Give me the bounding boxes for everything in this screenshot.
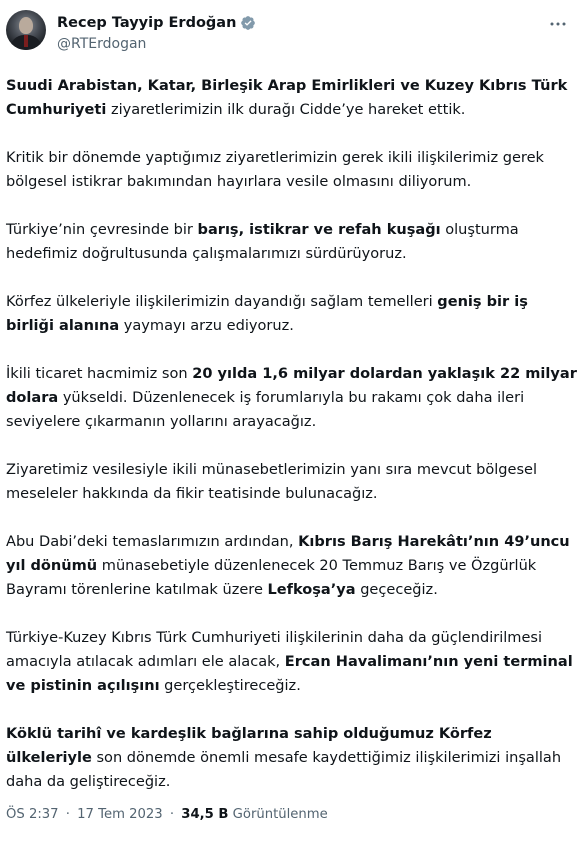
bold-text: Köklü tarihî ve kardeşlik bağlarına sahip olduğumuz Körfez ülkeleriyle — [6, 725, 492, 766]
tweet-paragraph — [6, 722, 578, 794]
more-options-icon — [549, 15, 567, 33]
bold-text: Suudi Arabistan, Katar, Birleşik Arap Emirlikleri ve Kuzey Kıbrıs Türk Cumhuriyeti — [6, 77, 568, 118]
text: Kritik bir dönemde yaptığımız ziyaretlerimizin gerek ikili ilişkilerimiz gerek bölgesel istikrar bakımından hayırlara vesile olmasını diliyorum. — [6, 149, 544, 190]
bold-text: Lefkoşa’ya — [267, 581, 356, 598]
verified-badge-icon — [240, 15, 256, 31]
text: Körfez ülkeleriyle ilişkilerimizin dayandığı sağlam temelleri — [6, 293, 438, 310]
tweet-header — [0, 0, 585, 70]
text: son dönemde önemli mesafe kaydettiğimiz ilişkilerimizi inşallah daha da geliştireceğiz. — [6, 749, 562, 790]
views-label: Görüntülenme — [232, 807, 328, 822]
author-name-row — [57, 13, 256, 33]
text: Türkiye-Kuzey Kıbrıs Türk Cumhuriyeti ilişkilerinin daha da güçlendirilmesi amacıyla atılacak adımları ele alacak, — [6, 629, 543, 670]
tweet-paragraph — [6, 458, 578, 506]
text: İkili ticaret hacmimiz son — [6, 365, 193, 382]
author-handle[interactable]: @RTErdogan — [57, 36, 147, 52]
text: oluşturma hedefimiz doğrultusunda çalışmalarımızı sürdürüyoruz. — [6, 221, 519, 262]
text: Türkiye’nin çevresinde bir — [6, 221, 198, 238]
text: geçeceğiz. — [355, 581, 438, 598]
views-count: 34,5 B — [181, 807, 229, 822]
text: münasebetiyle düzenlenecek 20 Temmuz Barış ve Özgürlük Bayramı törenlerine katılmak üzere — [6, 557, 537, 598]
tweet-text — [6, 74, 578, 818]
text: ziyaretlerimizin ilk durağı Cidde’ye hareket ettik. — [106, 101, 466, 118]
author-name[interactable]: Recep Tayyip Erdoğan — [57, 15, 237, 31]
tweet-paragraph — [6, 290, 578, 338]
avatar-tie — [24, 35, 28, 47]
tweet-time[interactable]: ÖS 2:37 — [6, 807, 59, 822]
tweet-paragraph — [6, 218, 578, 266]
tweet-date[interactable]: 17 Tem 2023 — [77, 807, 163, 822]
separator: · — [169, 807, 175, 822]
tweet-paragraph — [6, 362, 578, 434]
tweet-paragraph — [6, 146, 578, 194]
text: Ziyaretimiz vesilesiyle ikili münasebetlerimizin yanı sıra mevcut bölgesel meseleler hakkında da fikir teatisinde bulunacağız. — [6, 461, 538, 502]
text: Abu Dabi’deki temaslarımızın ardından, — [6, 533, 299, 550]
text: gerçekleştireceğiz. — [159, 677, 301, 694]
text: yükseldi. Düzenlenecek iş forumlarıyla bu rakamı çok daha ileri seviyelere çıkarmanın yollarını arayacağız. — [6, 389, 525, 430]
more-options-button[interactable] — [546, 12, 570, 36]
bold-text: Ercan Havalimanı’nın yeni terminal ve pistinin açılışını — [6, 653, 573, 694]
avatar[interactable] — [6, 10, 46, 50]
avatar-face — [19, 17, 33, 34]
bold-text: geniş bir iş birliği alanına — [6, 293, 528, 334]
tweet-paragraph — [6, 74, 578, 122]
bold-text: Kıbrıs Barış Harekâtı’nın 49’uncu yıl dönümü — [6, 533, 570, 574]
separator: · — [65, 807, 70, 822]
text: yaymayı arzu ediyoruz. — [119, 317, 294, 334]
bold-text: 20 yılda 1,6 milyar dolardan yaklaşık 22 milyar dolara — [6, 365, 577, 406]
tweet-paragraph — [6, 626, 578, 698]
tweet-paragraph — [6, 530, 578, 602]
tweet-meta — [6, 807, 328, 822]
bold-text: barış, istikrar ve refah kuşağı — [197, 221, 441, 238]
